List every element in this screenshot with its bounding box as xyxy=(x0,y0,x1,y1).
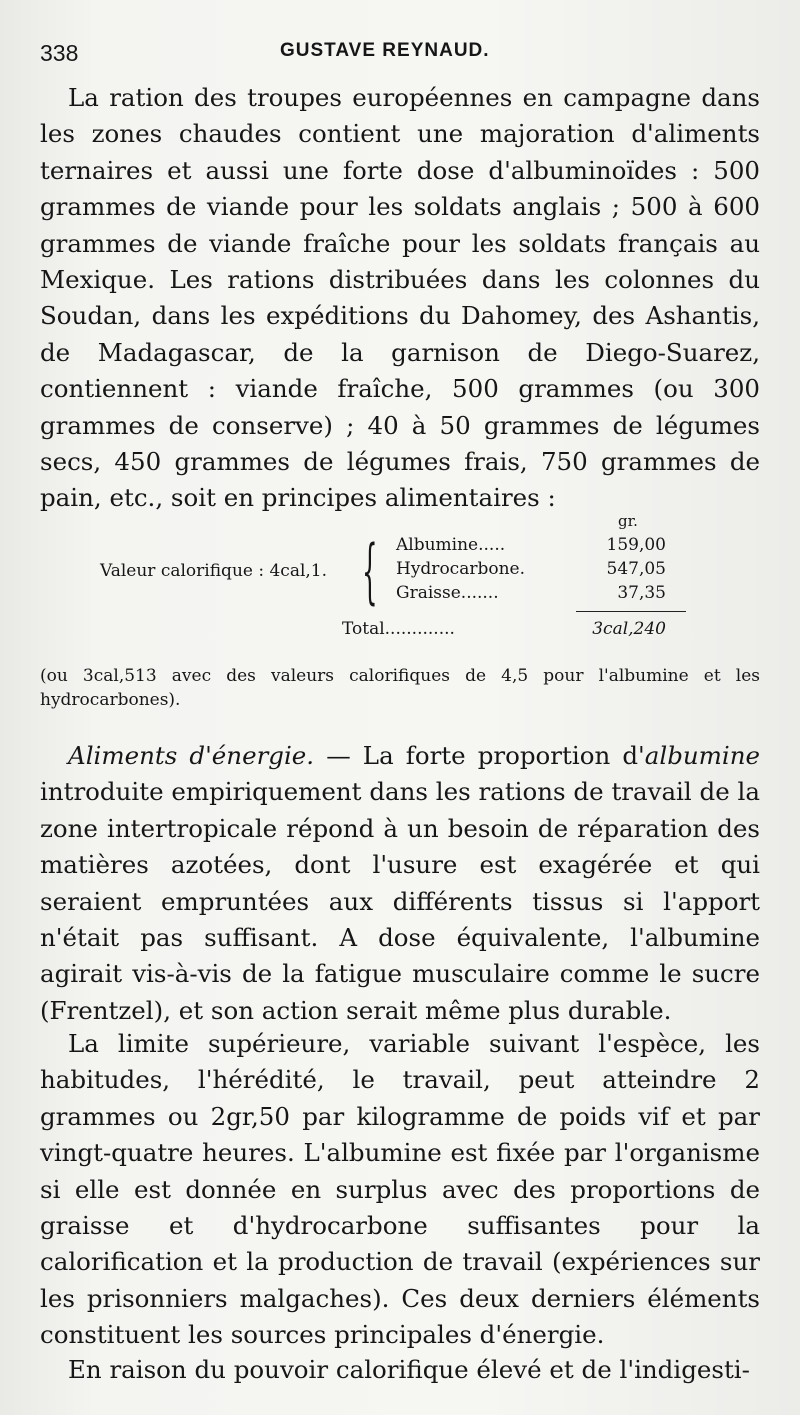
nutrient-table xyxy=(100,508,700,648)
calorific-value-label: Valeur calorifique : 4cal,1. xyxy=(100,561,328,581)
nutrient-name: Albumine..... xyxy=(396,535,506,555)
total-label: Total............. xyxy=(342,619,455,639)
total-value: 3cal,240 xyxy=(592,619,666,639)
running-head: GUSTAVE REYNAUD. xyxy=(280,40,490,61)
emphasis-term: albumine xyxy=(644,741,761,770)
paragraph-text-part: — La forte proportion d' xyxy=(314,741,645,770)
paragraph-ration xyxy=(40,80,760,517)
paragraph-energy-foods xyxy=(40,738,760,1029)
nutrient-name: Graisse....... xyxy=(396,583,499,603)
section-title: Aliments d'énergie. xyxy=(68,741,315,770)
nutrient-value: 547,05 xyxy=(606,559,666,579)
page-header xyxy=(40,34,760,70)
page-number: 338 xyxy=(40,40,79,66)
calorific-note: (ou 3cal,513 avec des valeurs calorifiques de 4,5 pour l'albumine et les hydrocarbones). xyxy=(40,666,760,710)
paragraph-text: En raison du pouvoir calorifique élevé et de l'indigesti- xyxy=(68,1355,750,1384)
paragraph-continued xyxy=(40,1352,760,1388)
total-rule xyxy=(576,611,686,612)
nutrient-value: 159,00 xyxy=(606,535,666,555)
unit-label: gr. xyxy=(618,512,638,530)
paragraph-text: La limite supérieure, variable suivant l'espèce, les habitudes, l'hérédité, le travail, peut atteindre 2 grammes ou 2gr,50 par kilogramme de poids vif et par vingt-quatre heures. L'albumine est fixée par l'organisme si elle est donnée en surplus avec des proportions de graisse et d'hydrocarbone suffisantes pour la calorification et la production de travail (expériences sur les prisonniers malgaches). Ces deux derniers éléments constituent les sources principales d'énergie. xyxy=(40,1029,760,1350)
paragraph-text xyxy=(40,738,760,1029)
brace-icon: { xyxy=(362,530,378,612)
paragraph-text-part: introduite empiriquement dans les rations de travail de la zone intertropicale répond à un besoin de réparation des matières azotées, dont l'usure est exagérée et qui seraient empruntées aux différents tissus si l'apport n'était pas suffisant. A dose équivalente, l'albumine agirait vis-à-vis de la fatigue musculaire comme le sucre (Frentzel), et son action serait même plus durable. xyxy=(40,777,760,1025)
nutrient-name: Hydrocarbone. xyxy=(396,559,525,579)
paragraph-text: La ration des troupes européennes en campagne dans les zones chaudes contient une majoration d'aliments ternaires et aussi une forte dose d'albuminoïdes : 500 grammes de viande pour les soldats anglais ; 500 à 600 grammes de viande fraîche pour les soldats français au Mexique. Les rations distribuées dans les colonnes du Soudan, dans les expéditions du Dahomey, des Ashantis, de Madagascar, de la garnison de Diego-Suarez, contiennent : viande fraîche, 500 grammes (ou 300 grammes de conserve) ; 40 à 50 grammes de légumes secs, 450 grammes de légumes frais, 750 grammes de pain, etc., soit en principes alimentaires : xyxy=(40,83,760,513)
nutrient-value: 37,35 xyxy=(617,583,666,603)
paragraph-upper-limit xyxy=(40,1026,760,1354)
